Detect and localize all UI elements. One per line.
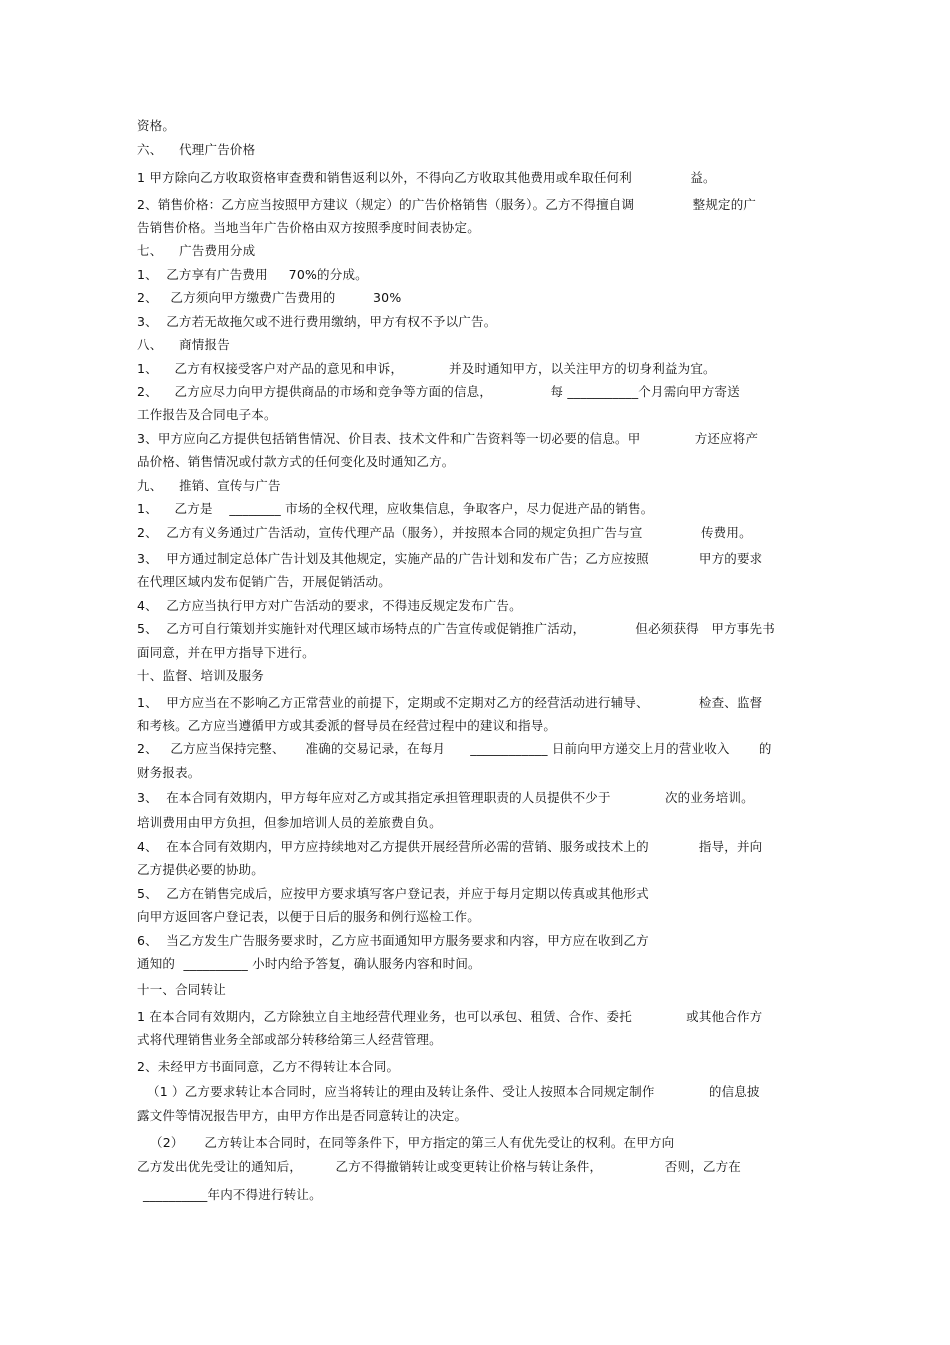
text-line: 3、甲方应向乙方提供包括销售情况、价目表、技术文件和广告资料等一切必要的信息。甲 方还应将产: [137, 431, 759, 446]
text-line: 3、 在本合同有效期内，甲方每年应对乙方或其指定承担管理职责的人员提供不少于 次的业务培训。: [137, 790, 754, 805]
text-line: 向甲方返回客户登记表，以便于日后的服务和例行巡检工作。: [137, 909, 480, 924]
text-line: 5、 乙方可自行策划并实施针对代理区域市场特点的广告宣传或促销推广活动， 但必须获得 甲方事先书: [137, 621, 775, 636]
text-line: 6、 当乙方发生广告服务要求时，乙方应书面通知甲方服务要求和内容，甲方应在收到乙方: [137, 933, 649, 948]
text-line: 工作报告及合同电子本。: [137, 407, 277, 422]
section-heading: 十、监督、培训及服务: [137, 668, 265, 683]
text-line: 2、销售价格：乙方应当按照甲方建议（规定）的广告价格销售（服务）。乙方不得擅自调 整规定的广: [137, 197, 757, 212]
section-heading: 九、 推销、宣传与广告: [137, 478, 281, 493]
section-heading: 七、 广告费用分成: [137, 243, 256, 258]
text-line: 品价格、销售情况或付款方式的任何变化及时通知乙方。: [137, 454, 455, 469]
text-line: 2、 乙方应尽力向甲方提供商品的市场和竞争等方面的信息， 每 ___________个月需向甲方寄送: [137, 384, 740, 399]
text-line: 通知的 __________ 小时内给予答复，确认服务内容和时间。: [137, 956, 481, 971]
text-line: 3、 甲方通过制定总体广告计划及其他规定，实施产品的广告计划和发布广告；乙方应按照 甲方的要求: [137, 551, 763, 566]
section-heading: 六、 代理广告价格: [137, 142, 256, 157]
text-line: 1 甲方除向乙方收取资格审查费和销售返利以外，不得向乙方收取其他费用或牟取任何利 益。: [137, 170, 716, 185]
text-line: 1、 乙方有权接受客户对产品的意见和申诉， 并及时通知甲方，以关注甲方的切身利益为宜。: [137, 361, 716, 376]
text-line: __________年内不得进行转让。: [143, 1187, 322, 1202]
text-line: 2、 乙方有义务通过广告活动，宣传代理产品（服务），并按照本合同的规定负担广告与宣 传费用。: [137, 525, 752, 540]
text-line: 在代理区域内发布促销广告，开展促销活动。: [137, 574, 392, 589]
text-line: 5、 乙方在销售完成后，应按甲方要求填写客户登记表，并应于每月定期以传真或其他形式: [137, 886, 649, 901]
text-line: 式将代理销售业务全部或部分转移给第三人经营管理。: [137, 1032, 442, 1047]
text-line: 1、 甲方应当在不影响乙方正常营业的前提下，定期或不定期对乙方的经营活动进行辅导、 检查、监督: [137, 695, 763, 710]
text-line: 2、 乙方应当保持完整、 准确的交易记录，在每月 ____________ 日前向甲方递交上月的营业收入 的: [137, 741, 772, 756]
text-line: 告销售价格。当地当年广告价格由双方按照季度时间表协定。: [137, 220, 480, 235]
text-line: 4、 乙方应当执行甲方对广告活动的要求，不得违反规定发布广告。: [137, 598, 522, 613]
text-line: 3、 乙方若无故拖欠或不进行费用缴纳，甲方有权不予以广告。: [137, 314, 497, 329]
section-heading: 八、 商情报告: [137, 337, 230, 352]
text-line: 乙方提供必要的协助。: [137, 862, 265, 877]
text-line: 财务报表。: [137, 765, 201, 780]
text-line: 2、未经甲方书面同意，乙方不得转让本合同。: [137, 1059, 400, 1074]
text-line: 2、 乙方须向甲方缴费广告费用的 30%: [137, 290, 402, 305]
text-line: 和考核。乙方应当遵循甲方或其委派的督导员在经营过程中的建议和指导。: [137, 718, 557, 733]
text-line: 1、 乙方是 ________ 市场的全权代理，应收集信息，争取客户，尽力促进产品的销售。: [137, 501, 654, 516]
text-line: 面同意，并在甲方指导下进行。: [137, 645, 315, 660]
section-heading: 十一、合同转让: [137, 982, 226, 997]
text-line: （1 ）乙方要求转让本合同时，应当将转让的理由及转让条件、受让人按照本合同规定制作 的信息披: [147, 1084, 760, 1099]
text-line: 1 在本合同有效期内，乙方除独立自主地经营代理业务，也可以承包、租赁、合作、委托 或其他合作方: [137, 1009, 763, 1024]
text-line: 资格。: [137, 118, 176, 133]
text-line: 露文件等情况报告甲方，由甲方作出是否同意转让的决定。: [137, 1108, 468, 1123]
text-line: （2） 乙方转让本合同时，在同等条件下，甲方指定的第三人有优先受让的权利。在甲方向: [150, 1135, 675, 1150]
text-line: 4、 在本合同有效期内，甲方应持续地对乙方提供开展经营所必需的营销、服务或技术上的 指导，并向: [137, 839, 763, 854]
text-line: 1、 乙方享有广告费用 70%的分成。: [137, 267, 368, 282]
text-line: 乙方发出优先受让的通知后， 乙方不得撤销转让或变更转让价格与转让条件， 否则，乙方在: [137, 1159, 741, 1174]
text-line: 培训费用由甲方负担，但参加培训人员的差旅费自负。: [137, 815, 442, 830]
